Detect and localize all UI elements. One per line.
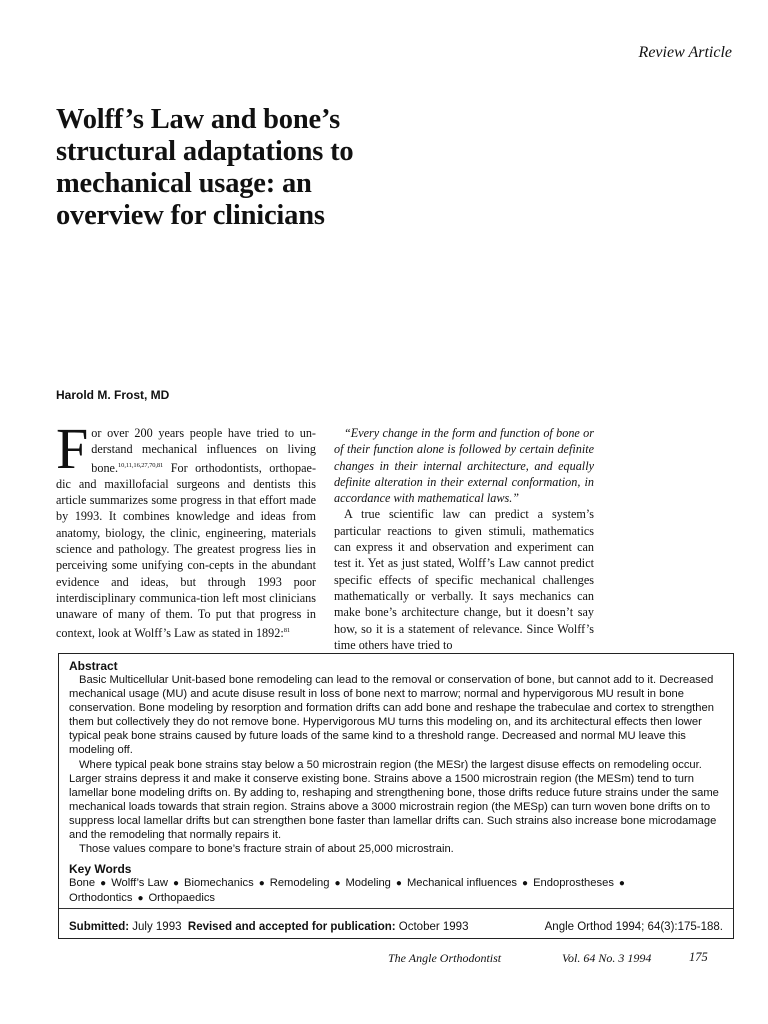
wolff-quote: “Every change in the form and function of bone or of their function alone is followed by certain definite changes in their internal architecture, and equally definite alteration in their external conformation, in accordance with mathematical laws.” [334, 426, 594, 506]
title-line: structural adaptations to [56, 136, 354, 167]
footer-journal: The Angle Orthodontist [388, 951, 502, 965]
bullet-separator: ● [172, 878, 180, 890]
abstract-paragraph: Basic Multicellular Unit-based bone remodeling can lead to the removal or conservation of bone, but cannot add to it. Decreased mechanical usage (MU) and acute disuse result in loss of bone next to marrow; normal and hypervigorous MU result in bone conservation. Bone modeling by resorption and formation drifts can add bone and reshape the trabeculae and cortex to strengthen them but collectively they do not remove bone. Hypervigorous MU turns this modeling on, and its architectural effects then lower typical peak bone strains caused by future loads of the same kind to a threshold range. Decreased and normal MU leave this modeling off. [69, 674, 714, 757]
bullet-separator: ● [137, 893, 144, 905]
abstract-heading: Abstract [69, 659, 118, 673]
bullet-separator: ● [618, 878, 625, 890]
drop-cap: F [56, 416, 89, 481]
reference-superscript: 10,11,16,27,70,81 [118, 461, 164, 469]
intro-text-a: or over 200 years people have tried to un-derstand mechanical influences on living bone. [91, 426, 316, 475]
intro-text-b: For orthodontists, orthopae-dic and maxillofacial surgeons and dentists this article summarizes some progress in that effort made by 1993. It combines knowledge and ideas from anatomy, biology, the clinic, engineering, materials science and pathology. The greatest progress lies in perceiving some unifying con-cepts in the abundant evidence and ideas, but through 1993 poor interdisciplinary communica-tion left most clinicians unaware of many of them. To put that progress in context, look at Wolff’s Law as stated in 1892: [56, 460, 316, 640]
keywords-list [69, 876, 723, 906]
body-column-right [334, 425, 594, 653]
abstract-divider [59, 908, 733, 909]
body-column-left [56, 416, 316, 641]
author-name: Harold M. Frost, MD [56, 388, 170, 402]
keyword: Modeling [345, 877, 391, 890]
title-line: overview for clinicians [56, 200, 325, 231]
abstract-box [58, 653, 734, 939]
keyword: Endoprostheses [533, 877, 614, 890]
keyword: Bone [69, 877, 96, 890]
revised-date: October 1993 [398, 920, 469, 933]
page-number: 175 [689, 950, 708, 964]
section-label: Review Article [638, 44, 732, 61]
citation: Angle Orthod 1994; 64(3):175-188. [544, 920, 723, 933]
bullet-separator: ● [100, 878, 107, 890]
submission-row [69, 920, 723, 934]
keyword: Mechanical influences [406, 877, 518, 890]
intro-paragraph [56, 416, 316, 641]
keyword: Remodeling [269, 877, 330, 890]
title-line: Wolff’s Law and bone’s [56, 104, 341, 135]
revised-label: Revised and accepted for publication: [187, 920, 396, 933]
footer-volume: Vol. 64 No. 3 1994 [562, 951, 652, 965]
reference-superscript: 81 [283, 626, 291, 634]
submitted-label: Submitted: [69, 920, 130, 933]
submitted-date: July 1993 [132, 920, 182, 933]
body-paragraph: A true scientific law can predict a system’s particular reactions to given stimuli, mathematics can express it and observation and experiment can test it. Yet as just stated, Wolff’s Law cannot predict specific effects of specific mechanical challenges mathematically or verbally. It says mechanics can make bone’s architecture change, but it doesn’t say how, so it is a statement of relevance. Since Wolff’s time others have tried to [334, 507, 594, 652]
bullet-separator: ● [522, 878, 529, 890]
keyword: Biomechanics [184, 877, 254, 890]
abstract-paragraph: Those values compare to bone’s fracture strain of about 25,000 microstrain. [79, 843, 454, 856]
keyword: Wolff’s Law [111, 877, 168, 890]
keyword: Orthopaedics [148, 892, 216, 905]
keyword: Orthodontics [69, 892, 133, 905]
abstract-paragraph: Where typical peak bone strains stay below a 50 microstrain region (the MESr) the largest disuse effects on remodeling occur. Larger strains depress it and make it conserve existing bone. Strains above a 1500 microstrain region (the MESm) tend to turn lamellar bone modeling drifts on. By adding to, reshaping and strengthening bone, those drifts reduce future strains under the same mechanical loads towards that strain region. Strains above a 3000 microstrain region (the MESp) can turn woven bone drifts on to suppress local lamellar drifts but can strengthen bone faster than lamellar drifts can. Such strains also increase bone microdamage and the remodeling that normally repairs it. [69, 758, 719, 842]
article-title [56, 104, 456, 232]
keywords-heading: Key Words [69, 862, 132, 877]
bullet-separator: ● [395, 878, 402, 890]
bullet-separator: ● [258, 878, 265, 890]
bullet-separator: ● [334, 878, 341, 890]
title-line: mechanical usage: an [56, 168, 312, 199]
